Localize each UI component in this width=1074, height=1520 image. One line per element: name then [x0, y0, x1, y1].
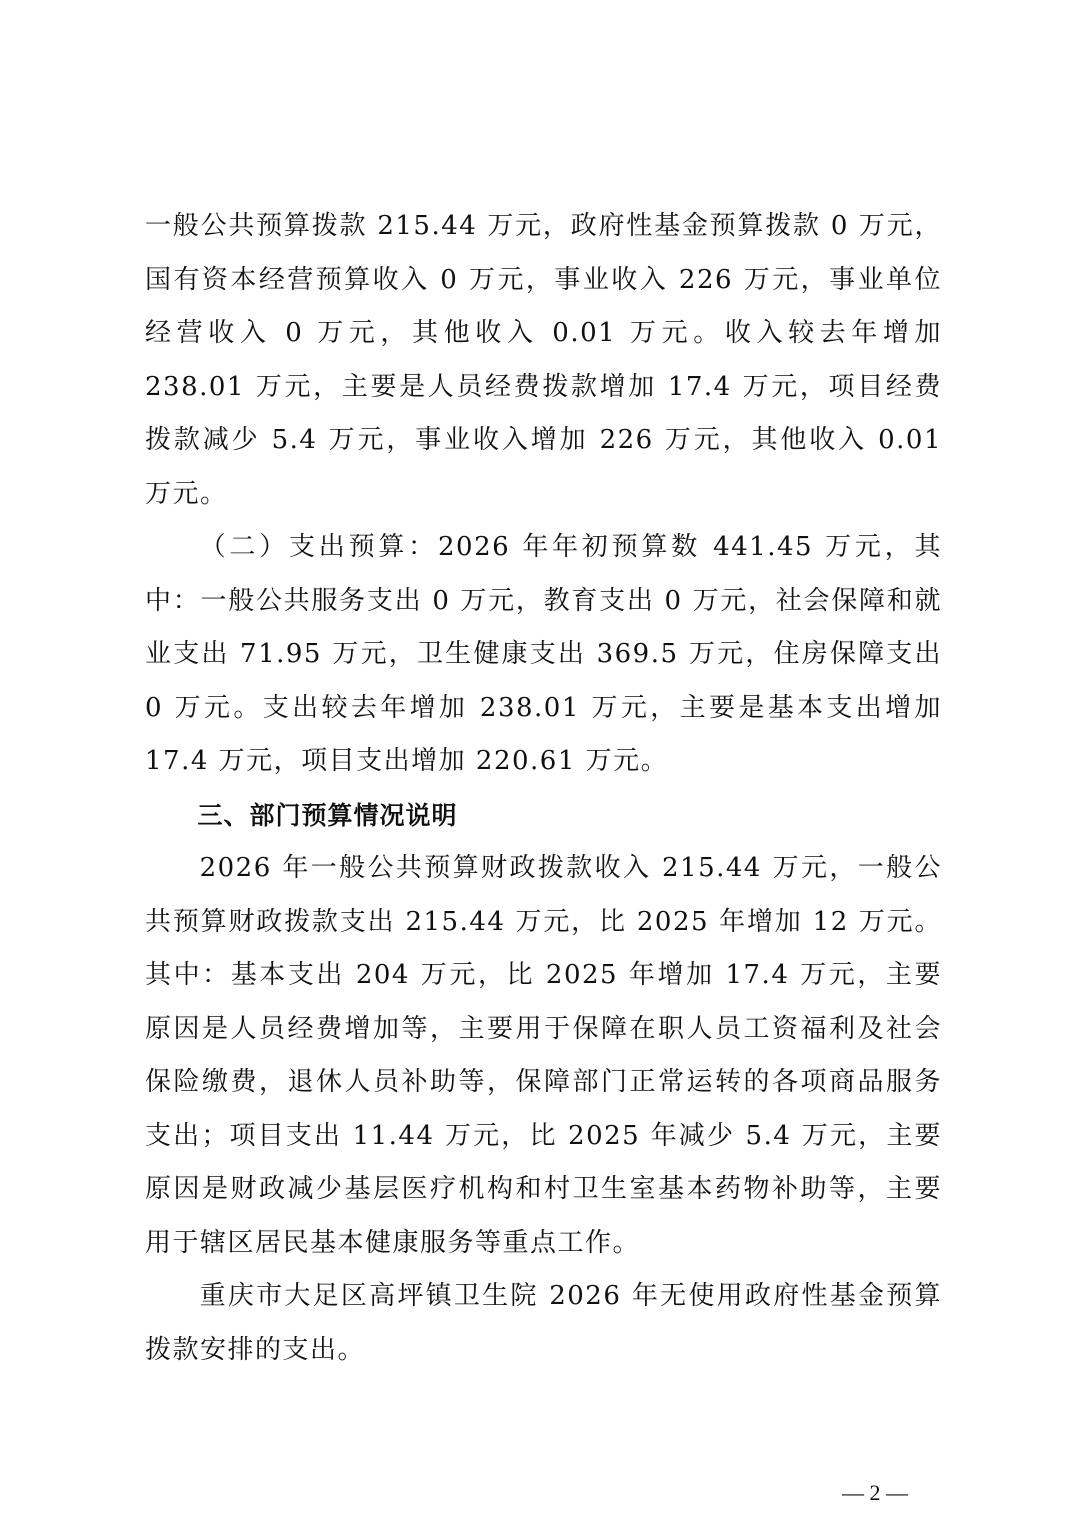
section-heading-department-budget: 三、部门预算情况说明: [197, 800, 458, 830]
page-number: — 2 —: [842, 1480, 908, 1505]
paragraph-general-budget: 2026 年一般公共预算财政拨款收入 215.44 万元，一般公共预算财政拨款支出 215.44 万元，比 2025 年增加 12 万元。其中：基本支出 204 万元，比 2025 年增加 17.4 万元，主要原因是人员经费增加等，主要用于保障在职人员工资福利及社会保险缴费，退休人员补助等，保障部门正常运转的各项商品服务支出；项目支出 11.44 万元，比 2025 年减少 5.4 万元，主要原因是财政减少基层医疗机构和村卫生室基本药物补助等，主要用于辖区居民基本健康服务等重点工作。: [145, 853, 942, 1258]
paragraph-income-details: 一般公共预算拨款 215.44 万元，政府性基金预算拨款 0 万元，国有资本经营预算收入 0 万元，事业收入 226 万元，事业单位经营收入 0 万元，其他收入 0.01 万元。收入较去年增加 238.01 万元，主要是人员经费拨款增加 17.4 万元，项目经费拨款减少 5.4 万元，事业收入增加 226 万元，其他收入 0.01 万元。: [145, 211, 942, 509]
paragraph-expenditure-budget: （二）支出预算：2026 年年初预算数 441.45 万元，其中：一般公共服务支出 0 万元，教育支出 0 万元，社会保障和就业支出 71.95 万元，卫生健康支出 369.5 万元，住房保障支出 0 万元。支出较去年增加 238.01 万元，主要是基本支出增加 17.4 万元，项目支出增加 220.61 万元。: [145, 532, 942, 776]
document-body: [145, 200, 942, 1377]
paragraph-government-fund: 重庆市大足区高坪镇卫生院 2026 年无使用政府性基金预算拨款安排的支出。: [145, 1281, 942, 1365]
